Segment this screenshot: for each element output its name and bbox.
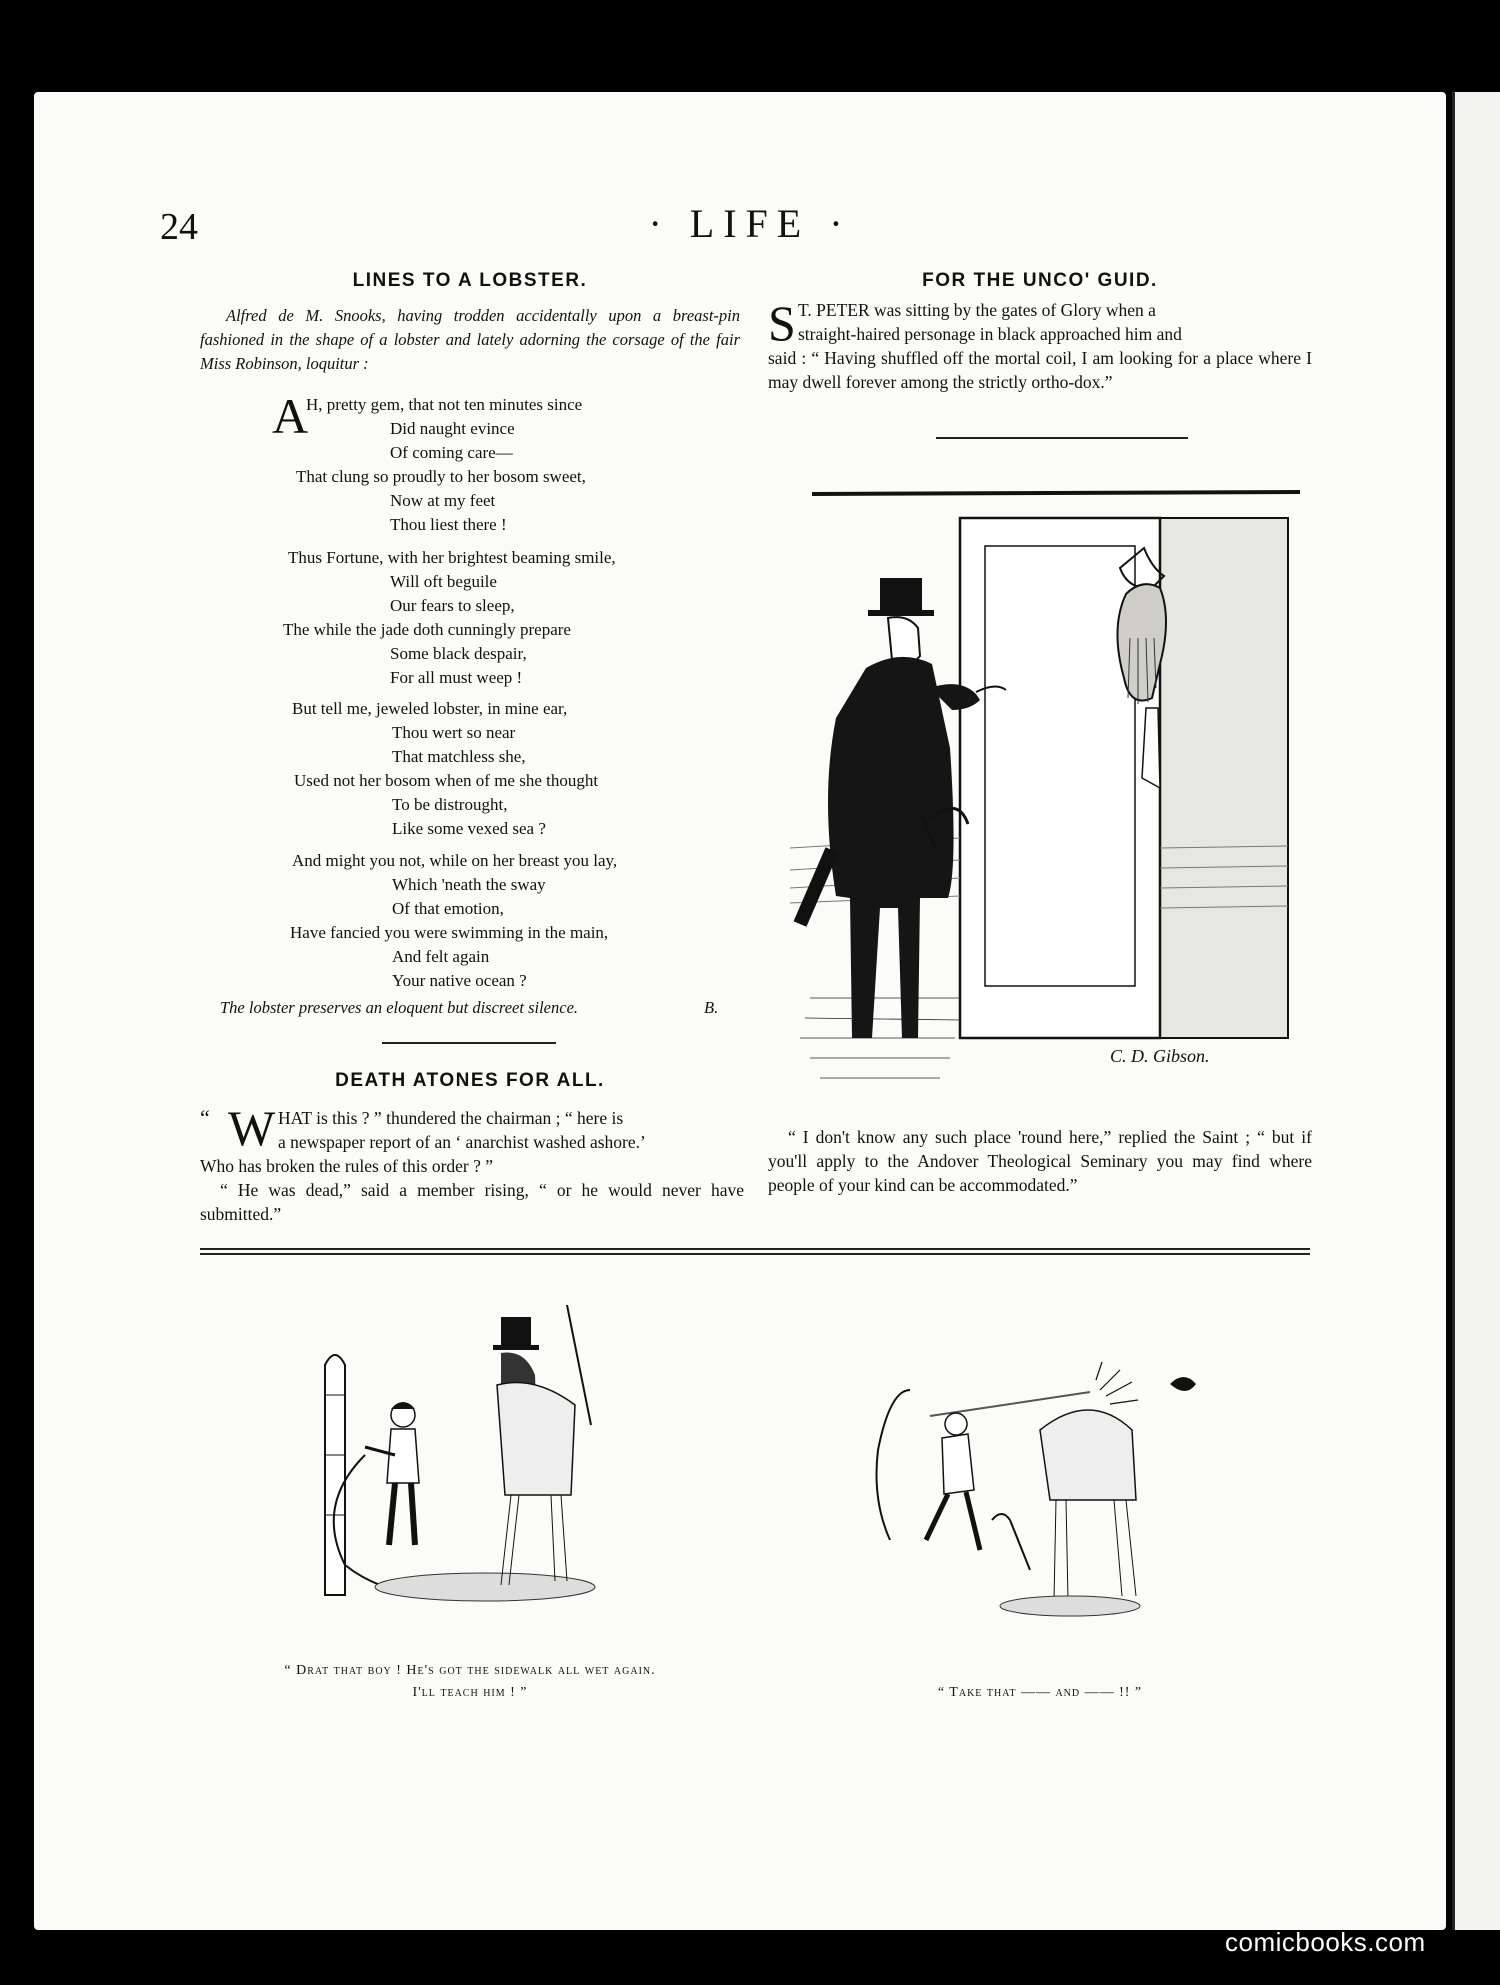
lobster-stanza-4: And might you not, while on her breast you lay, Which 'neath the sway Of that emotion, Have fancied you were swimming in the main, And felt again Your native ocean ? (290, 851, 618, 990)
caption-left: “ Drat that boy ! He's got the sidewalk all wet again. I'll teach him ! ” (284, 1663, 656, 1700)
unco-title: FOR THE UNCO' GUID. (922, 270, 1158, 291)
caption-right: “ Take that —— and —— !! ” (937, 1685, 1143, 1700)
lobster-closing-line: The lobster preserves an eloquent but discreet silence. (220, 998, 579, 1017)
watermark: comicbooks.com (1225, 1927, 1426, 1957)
death-open-quote: “ (200, 1105, 210, 1130)
unco-divider (936, 437, 1188, 439)
masthead: · LIFE · (648, 201, 852, 246)
st-peter-illustration (780, 478, 1310, 1098)
lobster-drop-cap: A (272, 388, 309, 444)
artist-signature: C. D. Gibson. (1110, 1046, 1210, 1066)
unco-drop-cap: S (768, 295, 796, 351)
section-divider (382, 1042, 556, 1044)
death-text: “ W HAT is this ? ” thundered the chairman ; “ here is a newspaper report of an ‘ anarchist washed ashore.’ Who has broken the rules of this order ? ” “ He was dead,” said a member rising, “ or he would never have submitted.” (200, 1100, 744, 1224)
death-title: DEATH ATONES FOR ALL. (335, 1070, 605, 1091)
lobster-stanza-2: Thus Fortune, with her brightest beaming smile, Will oft beguile Our fears to sleep, The while the jade doth cunningly prepare Some black despair, For all must weep ! (283, 548, 616, 687)
lobster-signature: B. (704, 998, 719, 1017)
lobster-title: LINES TO A LOBSTER. (352, 270, 588, 291)
death-drop-cap: W (228, 1100, 276, 1156)
lobster-stanza-3: But tell me, jeweled lobster, in mine ear, Thou wert so near That matchless she, Used not her bosom when of me she thought To be distrought, Like some vexed sea ? (292, 699, 599, 838)
cartoon-hose-boy (305, 1305, 645, 1605)
unco-reply: “ I don't know any such place 'round here,” replied the Saint ; “ but if you'll apply to the Andover Theological Seminary you may find where people of your kind can be accommodated.” (768, 1127, 1312, 1195)
double-rule-top (200, 1248, 1310, 1250)
lobster-intro: Alfred de M. Snooks, having trodden accidentally upon a breast-pin fashioned in the shape of a lobster and lately adorning the corsage of the fair Miss Robinson, loquitur : (200, 306, 740, 373)
page-number: 24 (160, 206, 198, 248)
lobster-stanza-1: H, pretty gem, that not ten minutes since Did naught evince Of coming care— That clung so proudly to her bosom sweet, Now at my feet Thou liest there ! (296, 395, 586, 534)
double-rule-bottom (200, 1253, 1310, 1255)
next-page-edge (1452, 92, 1500, 1930)
cartoon-take-that (870, 1370, 1210, 1640)
unco-text: S T. PETER was sitting by the gates of Glory when a straight-haired personage in black approached him and said : “ Having shuffled off the mortal coil, I am looking for a place where I may dwell forever among the strictly ortho-dox.” (768, 295, 1312, 392)
